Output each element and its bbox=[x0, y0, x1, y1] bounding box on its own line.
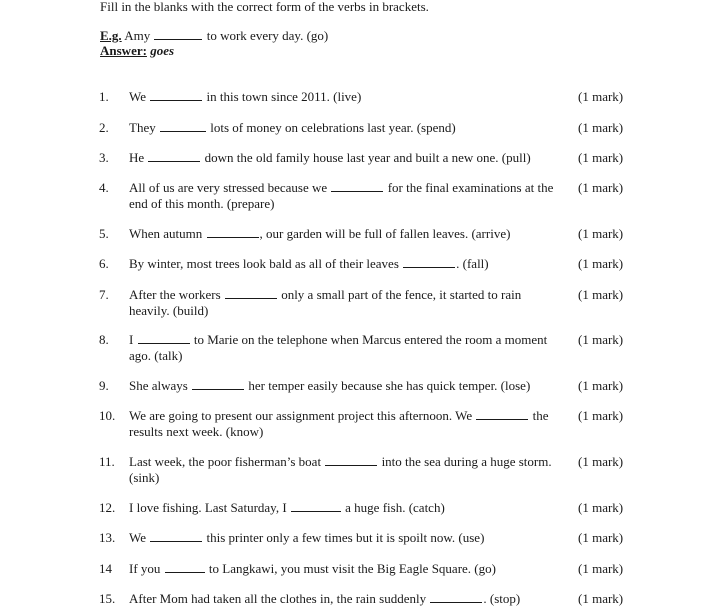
example-before: Amy bbox=[124, 28, 151, 43]
question-before: Last week, the poor fisherman’s boat bbox=[129, 454, 322, 469]
question-after: into the sea during a huge storm. bbox=[381, 454, 552, 469]
question-before: I bbox=[129, 332, 134, 347]
question-after: this printer only a few times but it is spoilt now. (use) bbox=[206, 530, 485, 545]
question-after: her temper easily because she has quick temper. (lose) bbox=[248, 378, 531, 393]
question-number: 4. bbox=[99, 180, 109, 195]
example-blank bbox=[154, 28, 202, 40]
answer-blank[interactable] bbox=[150, 89, 202, 101]
question-before: If you bbox=[129, 561, 161, 576]
question-number: 7. bbox=[99, 287, 109, 302]
question-before: After the workers bbox=[129, 287, 221, 302]
question-before: They bbox=[129, 120, 156, 135]
question-before: I love fishing. Last Saturday, I bbox=[129, 500, 287, 515]
question-number: 10. bbox=[99, 408, 116, 423]
answer-blank[interactable] bbox=[160, 120, 206, 132]
question-text bbox=[129, 256, 561, 272]
question-after: down the old family house last year and built a new one. (pull) bbox=[204, 150, 531, 165]
answer-blank[interactable] bbox=[138, 332, 190, 344]
question-after: the bbox=[532, 408, 549, 423]
example-after: to work every day. (go) bbox=[206, 28, 329, 43]
answer-blank[interactable] bbox=[430, 591, 482, 603]
question-line2: results next week. (know) bbox=[129, 424, 264, 439]
answer-blank[interactable] bbox=[150, 530, 202, 542]
question-after: to Marie on the telephone when Marcus entered the room a moment bbox=[193, 332, 548, 347]
question-text bbox=[129, 378, 561, 394]
question-line2: end of this month. (prepare) bbox=[129, 196, 275, 211]
question-number: 11. bbox=[99, 454, 115, 469]
question-number: 1. bbox=[99, 89, 109, 104]
answer-blank[interactable] bbox=[403, 256, 455, 268]
question-after: for the final examinations at the bbox=[387, 180, 554, 195]
question-number: 2. bbox=[99, 120, 109, 135]
example-block bbox=[100, 28, 328, 58]
question-line2: (sink) bbox=[129, 470, 160, 485]
mark-label: (1 mark) bbox=[578, 256, 624, 271]
answer-blank[interactable] bbox=[148, 150, 200, 162]
question-text bbox=[129, 591, 561, 607]
mark-label: (1 mark) bbox=[578, 530, 624, 545]
question-before: By winter, most trees look bald as all of their leaves bbox=[129, 256, 399, 271]
instructions: Fill in the blanks with the correct form of the verbs in brackets. bbox=[100, 0, 429, 14]
question-text bbox=[129, 530, 561, 546]
question-after: only a small part of the fence, it started to rain bbox=[281, 287, 522, 302]
answer-blank[interactable] bbox=[291, 500, 341, 512]
question-line2: ago. (talk) bbox=[129, 348, 183, 363]
mark-label: (1 mark) bbox=[578, 287, 624, 302]
answer-line bbox=[100, 43, 328, 58]
question-before: He bbox=[129, 150, 145, 165]
mark-label: (1 mark) bbox=[578, 408, 624, 423]
question-text bbox=[129, 287, 561, 319]
answer-blank[interactable] bbox=[476, 408, 528, 420]
question-after: to Langkawi, you must visit the Big Eagle Square. (go) bbox=[208, 561, 496, 576]
question-before: We bbox=[129, 89, 146, 104]
question-text bbox=[129, 180, 561, 212]
answer-blank[interactable] bbox=[165, 561, 205, 573]
question-text bbox=[129, 561, 561, 577]
mark-label: (1 mark) bbox=[578, 120, 624, 135]
answer-blank[interactable] bbox=[207, 226, 259, 238]
question-before: We are going to present our assignment project this afternoon. We bbox=[129, 408, 473, 423]
question-after: . (stop) bbox=[483, 591, 521, 606]
question-after: a huge fish. (catch) bbox=[345, 500, 445, 515]
question-before: We bbox=[129, 530, 146, 545]
mark-label: (1 mark) bbox=[578, 378, 624, 393]
question-before: She always bbox=[129, 378, 188, 393]
question-text bbox=[129, 500, 561, 516]
answer-value: goes bbox=[150, 43, 175, 58]
question-number: 9. bbox=[99, 378, 109, 393]
question-after: . (fall) bbox=[456, 256, 489, 271]
question-number: 3. bbox=[99, 150, 109, 165]
question-number: 8. bbox=[99, 332, 109, 347]
mark-label: (1 mark) bbox=[578, 500, 624, 515]
mark-label: (1 mark) bbox=[578, 561, 624, 576]
mark-label: (1 mark) bbox=[578, 332, 624, 347]
question-number: 15. bbox=[99, 591, 116, 606]
question-after: in this town since 2011. (live) bbox=[206, 89, 362, 104]
question-text bbox=[129, 408, 561, 440]
question-text bbox=[129, 226, 561, 242]
question-number: 6. bbox=[99, 256, 109, 271]
mark-label: (1 mark) bbox=[578, 180, 624, 195]
answer-blank[interactable] bbox=[331, 180, 383, 192]
mark-label: (1 mark) bbox=[578, 150, 624, 165]
example-label: E.g. bbox=[100, 28, 122, 43]
question-number: 5. bbox=[99, 226, 109, 241]
question-before: When autumn bbox=[129, 226, 203, 241]
question-text bbox=[129, 89, 561, 105]
question-after: lots of money on celebrations last year. (spend) bbox=[210, 120, 456, 135]
answer-blank[interactable] bbox=[192, 378, 244, 390]
question-text bbox=[129, 150, 561, 166]
answer-blank[interactable] bbox=[225, 287, 277, 299]
mark-label: (1 mark) bbox=[578, 591, 624, 606]
answer-label: Answer: bbox=[100, 43, 147, 58]
question-before: All of us are very stressed because we bbox=[129, 180, 328, 195]
question-text bbox=[129, 454, 561, 486]
question-text bbox=[129, 120, 561, 136]
mark-label: (1 mark) bbox=[578, 454, 624, 469]
mark-label: (1 mark) bbox=[578, 226, 624, 241]
answer-blank[interactable] bbox=[325, 454, 377, 466]
mark-label: (1 mark) bbox=[578, 89, 624, 104]
question-text bbox=[129, 332, 561, 364]
question-number: 13. bbox=[99, 530, 116, 545]
question-after: , our garden will be full of fallen leaves. (arrive) bbox=[259, 226, 511, 241]
question-number: 14 bbox=[99, 561, 112, 576]
question-line2: heavily. (build) bbox=[129, 303, 209, 318]
example-line bbox=[100, 28, 328, 43]
question-before: After Mom had taken all the clothes in, the rain suddenly bbox=[129, 591, 427, 606]
question-number: 12. bbox=[99, 500, 116, 515]
